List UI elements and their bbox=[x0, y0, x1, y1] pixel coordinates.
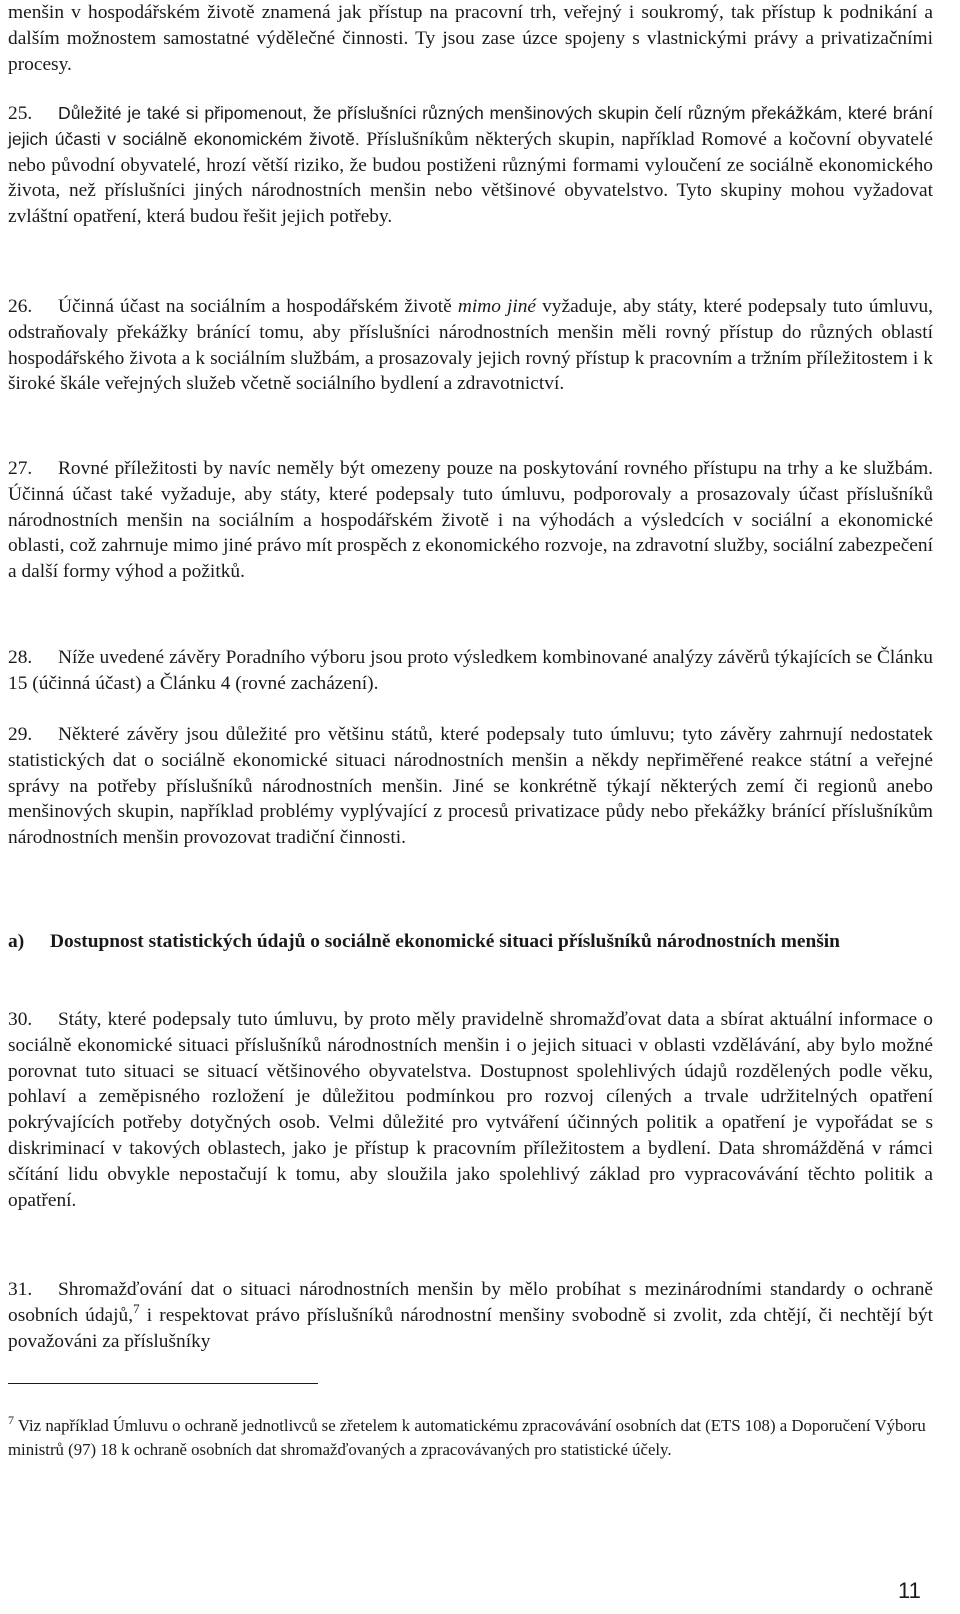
paragraph-number: 28. bbox=[8, 647, 33, 668]
footnote-marker: 7 bbox=[8, 1413, 14, 1427]
paragraph-28-text: Níže uvedené závěry Poradního výboru jsou proto výsledkem kombinované analýzy závěrů týkajících se Článku 15 (účinná účast) a Článku 4 (rovné zacházení). bbox=[8, 647, 933, 694]
paragraph-31-text-start: Shromažďování dat o situaci národnostních menšin by mělo probíhat s mezinárodními standardy o ochraně osobních údajů, bbox=[8, 1279, 933, 1326]
paragraph-30-text: Státy, které podepsaly tuto úmluvu, by proto měly pravidelně shromažďovat data a sbírat aktuální informace o sociálně ekonomické situaci příslušníků národnostních menšin i o jejich situaci v oblasti vzdělávání, aby bylo možné porovnat tuto situaci se situací většinového obyvatelstva. Dostupnost spolehlivých údajů rozdělených podle věku, pohlaví a zeměpisného rozložení je důležitou podmínkou pro rozvoj cílených a trvale udržitelných opatření pokrývajících potřeby dotyčných osob. Velmi důležité pro vytváření účinných politik a opatření je vypořádat se s diskriminací v takových oblastech, jako je přístup k pracovním příležitostem a bydlení. Data shromážděná v rámci sčítání lidu obvykle nepostačují k tomu, aby sloužila jako spolehlivý základ pro vypracovávání těchto politik a opatření. bbox=[8, 1009, 933, 1211]
paragraph-26-italic: mimo jiné bbox=[457, 296, 537, 317]
paragraph-26-text-start: Účinná účast na sociálním a hospodářském životě bbox=[58, 296, 452, 317]
paragraph-25-text: Příslušníkům některých skupin, například Romové a kočovní obyvatelé nebo původní obyvatelé, hrozí větší riziko, že budou postiženi různými formami vyloučení ze sociálně ekonomického života, než příslušníci jiných národnostních menšin nebo většinové obyvatelstvo. Tyto skupiny mohou vyžadovat zvláštní opatření, která budou řešit jejich potřeby. bbox=[8, 128, 933, 228]
section-heading-a bbox=[8, 929, 933, 955]
intro-line-2: přístup k podnikání a dalším možnostem samostatné výdělečné činnosti. Ty jsou zase úzce bbox=[8, 2, 933, 49]
paragraph-26-text-end: vyžaduje, aby státy, které podepsaly tuto úmluvu, odstraňovaly překážky bránící tomu, aby příslušníci národnostních menšin měli rovný přístup do různých oblastí hospodářského života a k sociálním službám, a prosazovaly jejich rovný přístup k pracovním a tržním příležitostem i k široké škále veřejných služeb včetně sociálního bydlení a zdravotnictví. bbox=[8, 296, 933, 395]
section-heading-number: a) bbox=[8, 931, 25, 952]
paragraph-25-sans-text: Důležité je také si připomenout, že příslušníci různých menšinových skupin čelí různým překážkám, které brání jejich účasti v sociálně ekonomickém životě. bbox=[8, 103, 933, 149]
paragraph-28 bbox=[8, 645, 933, 697]
intro-line-3: spojeny s vlastnickými právy a privatizačními procesy. bbox=[8, 27, 933, 75]
paragraph-31 bbox=[8, 1277, 933, 1354]
footnote-reference[interactable]: 7 bbox=[133, 1300, 140, 1316]
paragraph-number: 26. bbox=[8, 296, 33, 317]
paragraph-31-text-end: i respektovat právo příslušníků národnostní menšiny svobodně si zvolit, zda chtějí, či nechtějí být považováni za příslušníky bbox=[8, 1304, 933, 1352]
footnote-separator bbox=[8, 1383, 318, 1384]
footnote bbox=[8, 1414, 933, 1463]
paragraph-30 bbox=[8, 1007, 933, 1213]
footnote-text: Viz například Úmluvu o ochraně jednotlivců se zřetelem k automatickému zpracovávání osobních dat (ETS 108) a Doporučení Výboru ministrů (97) 18 k ochraně osobních dat shromažďovaných a zpracovávaných pro statistické účely. bbox=[8, 1416, 926, 1460]
paragraph-25 bbox=[8, 101, 933, 230]
paragraph-number: 29. bbox=[8, 724, 33, 745]
section-heading-text: Dostupnost statistických údajů o sociálně ekonomické situaci příslušníků národnostních menšin bbox=[50, 931, 840, 952]
paragraph-number: 27. bbox=[8, 458, 33, 479]
paragraph-27 bbox=[8, 456, 933, 585]
paragraph-29 bbox=[8, 722, 933, 851]
intro-line-1: menšin v hospodářském životě znamená jak přístup na pracovní trh, veřejný i soukromý, tak bbox=[8, 2, 755, 23]
paragraph-number: 25. bbox=[8, 103, 33, 124]
intro-paragraph bbox=[8, 0, 933, 77]
paragraph-number: 30. bbox=[8, 1009, 33, 1030]
page-number: 11 bbox=[898, 1578, 921, 1603]
paragraph-29-text: Některé závěry jsou důležité pro většinu států, které podepsaly tuto úmluvu; tyto závěry zahrnují nedostatek statistických dat o sociálně ekonomické situaci národnostních menšin a někdy nepřiměřené reakce státní a veřejné správy na potřeby příslušníků národnostních menšin. Jiné se konkrétně týkají některých zemí či regionů anebo menšinových skupin, například problémy vyplývající z procesů privatizace půdy nebo překážky bránící příslušníkům národnostních menšin provozovat tradiční činnosti. bbox=[8, 724, 933, 849]
paragraph-number: 31. bbox=[8, 1279, 33, 1300]
paragraph-27-text: Rovné příležitosti by navíc neměly být omezeny pouze na poskytování rovného přístupu na trhy a ke službám. Účinná účast také vyžaduje, aby státy, které podepsaly tuto úmluvu, podporovaly a prosazovaly účast příslušníků národnostních menšin na sociálním a hospodářském životě i na výhodách a výsledcích v sociální a ekonomické oblasti, což zahrnuje mimo jiné právo mít prospěch z ekonomického rozvoje, na zdravotní služby, sociální zabezpečení a další formy výhod a požitků. bbox=[8, 458, 933, 583]
paragraph-26 bbox=[8, 294, 933, 397]
